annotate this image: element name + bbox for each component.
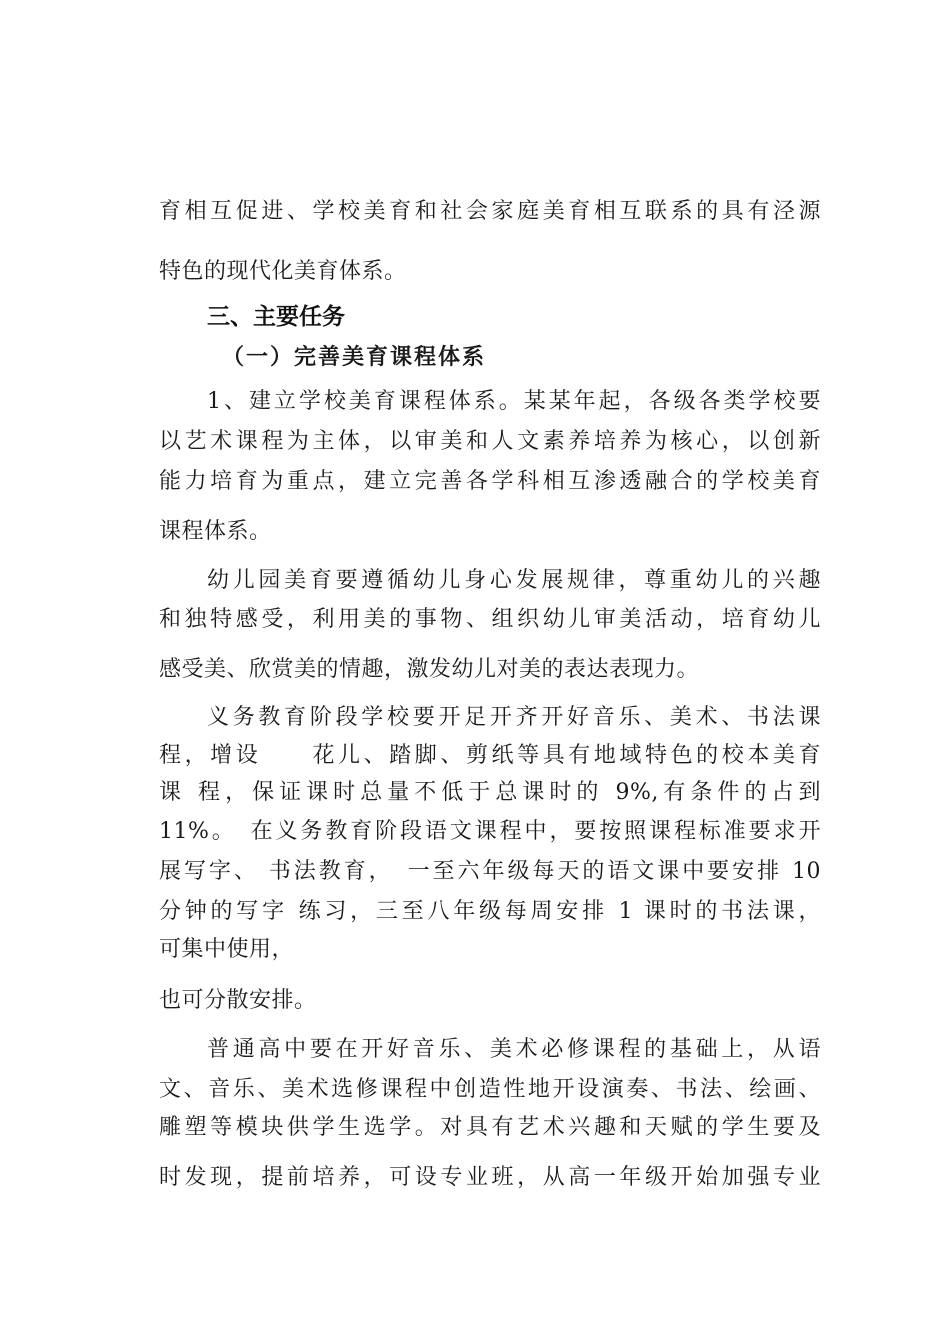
paragraph-line: 雕塑等模块供学生选学。对具有艺术兴趣和天赋的学生要及 xyxy=(159,1115,821,1140)
paragraph-line: 也可分散安排。 xyxy=(159,988,317,1013)
paragraph-line: 感受美、欣赏美的情趣，激发幼儿对美的表达表现力。 xyxy=(159,657,700,682)
paragraph-line: 特色的现代化美育体系。 xyxy=(159,259,407,284)
paragraph-line: 课 程，保证课时总量不低于总课时的 9%,有条件的占到 xyxy=(159,780,821,805)
subsection-heading: （一）完善美育课程体系 xyxy=(222,344,487,370)
paragraph-line: 1、建立学校美育课程体系。某某年起，各级各类学校要 xyxy=(207,389,821,414)
paragraph-line: 幼儿园美育要遵循幼儿身心发展规律，尊重幼儿的兴趣 xyxy=(207,568,821,593)
paragraph-line: 普通高中要在开好音乐、美术必修课程的基础上，从语 xyxy=(207,1037,821,1062)
section-heading: 三、主要任务 xyxy=(207,304,345,330)
paragraph-line: 和独特感受，利用美的事物、组织幼儿审美活动，培育幼儿 xyxy=(159,607,821,632)
paragraph-line: 可集中使用， xyxy=(159,937,295,962)
paragraph-line: 分钟的写字 练习，三至八年级每周安排 1 课时的书法课， xyxy=(159,899,821,924)
paragraph-line: 时发现，提前培养，可设专业班，从高一年级开始加强专业 xyxy=(159,1165,821,1190)
paragraph-line: 程，增设 花儿、踏脚、剪纸等具有地域特色的校本美育 xyxy=(159,743,821,768)
paragraph-line: 能力培育为重点，建立完善各学科相互渗透融合的学校美育 xyxy=(159,469,821,494)
paragraph-line: 课程体系。 xyxy=(159,519,272,544)
paragraph-line: 展写字、 书法教育， 一至六年级每天的语文课中要安排 10 xyxy=(159,859,821,884)
paragraph-line: 育相互促进、学校美育和社会家庭美育相互联系的具有泾源 xyxy=(159,199,821,224)
paragraph-line: 文、音乐、美术选修课程中创造性地开设演奏、书法、绘画、 xyxy=(159,1077,821,1102)
paragraph-line: 以艺术课程为主体，以审美和人文素养培养为核心，以创新 xyxy=(159,429,821,454)
paragraph-line: 义务教育阶段学校要开足开齐开好音乐、美术、书法课 xyxy=(207,705,821,730)
paragraph-line: 11%。 在义务教育阶段语文课程中，要按照课程标准要求开 xyxy=(159,819,821,844)
